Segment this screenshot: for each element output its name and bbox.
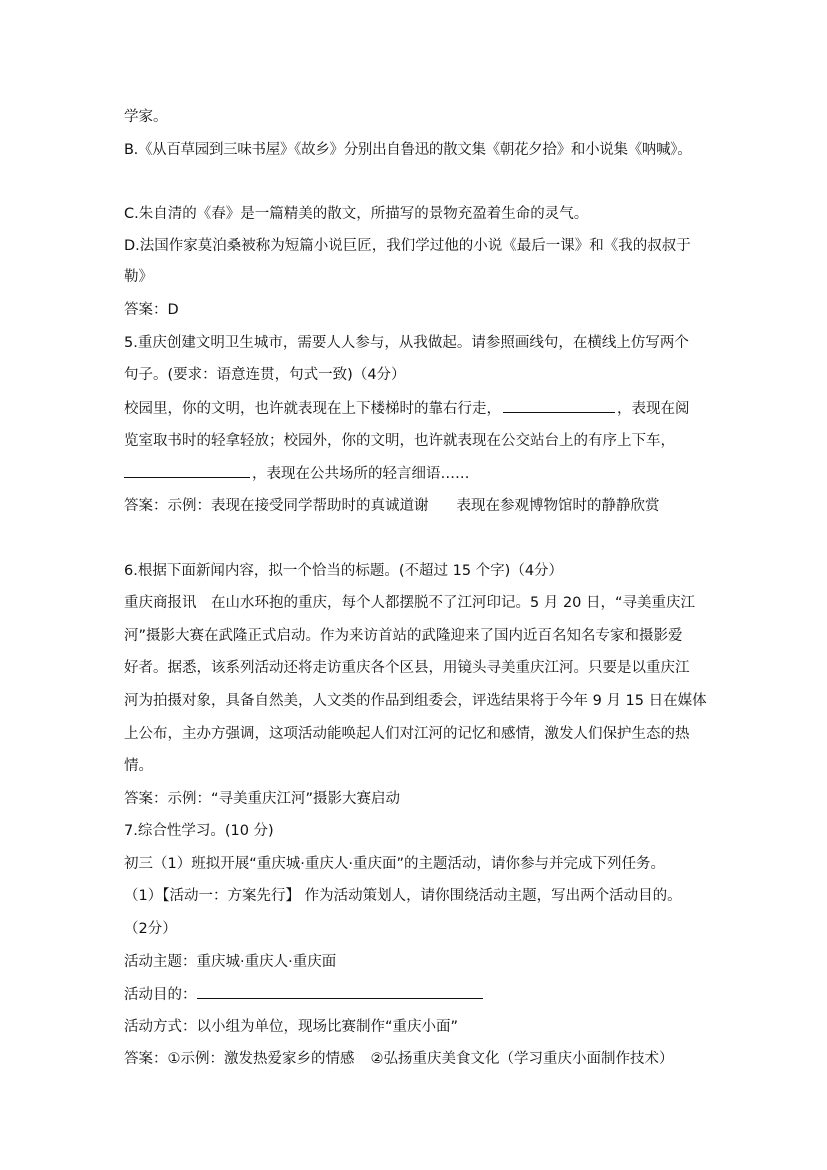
text-segment: 答案：①示例：激发热爱家乡的情感 — [124, 1051, 355, 1067]
blank-line — [124, 463, 250, 478]
text-line: 上公布，主办方强调，这项活动能唤起人们对江河的记忆和感情，激发人们保护生态的热 — [124, 726, 690, 742]
question-6-line: 6.根据下面新闻内容，拟一个恰当的标题。(不超过 15 个字)（4分） — [124, 563, 564, 579]
text-line: 句子。(要求：语意连贯，句式一致)（4分） — [124, 367, 406, 383]
text-line: 好者。据悉，该系列活动还将走访重庆各个区县，用镜头寻美重庆江河。只要是以重庆江 — [124, 660, 690, 676]
text-line: 重庆商报讯 在山水环抱的重庆，每个人都摆脱不了江河印记。5 月 20 日，“寻美重庆江 — [124, 595, 696, 611]
text-segment: ，表现在公共场所的轻言细语…… — [252, 466, 470, 482]
text-line — [124, 984, 724, 1005]
text-line: 河”摄影大赛在武隆正式启动。作为来访首站的武隆迎来了国内近百名知名专家和摄影爱 — [124, 628, 683, 644]
text-line: （2分） — [124, 921, 177, 937]
question-5-line: 5.重庆创建文明卫生城市，需要人人参与，从我做起。请参照画线句，在横线上仿写两个 — [124, 335, 689, 351]
answer-line — [124, 1049, 724, 1069]
answer-line: 答案：示例：“寻美重庆江河”摄影大赛启动 — [124, 791, 401, 807]
blank-line — [197, 984, 483, 999]
text-segment: 校园里，你的文明，也许就表现在上下楼梯时的靠右行走， — [124, 401, 501, 417]
text-line: 河为拍摄对象，具备自然美，人文类的作品到组委会，评选结果将于今年 9 月 15 日在媒体 — [124, 693, 707, 709]
text-line: 活动方式：以小组为单位，现场比赛制作“重庆小面” — [124, 1019, 459, 1035]
answer-line: 答案：D — [124, 302, 179, 318]
text-line — [124, 463, 724, 484]
text-segment: ，表现在阅 — [617, 401, 690, 417]
answer-line — [124, 496, 724, 516]
text-line: D.法国作家莫泊桑被称为短篇小说巨匠，我们学过他的小说《最后一课》和《我的叔叔于 — [124, 238, 691, 254]
text-line: C.朱自清的《春》是一篇精美的散文，所描写的景物充盈着生命的灵气。 — [124, 206, 589, 222]
text-line: 学家。 — [124, 109, 168, 125]
text-line: （1）【活动一：方案先行】 作为活动策划人，请你围绕活动主题，写出两个活动目的。 — [124, 888, 682, 904]
text-segment: 活动目的： — [124, 987, 197, 1003]
text-line: 情。 — [124, 758, 153, 774]
text-segment: 答案：示例：表现在接受同学帮助时的真诚道谢 — [124, 498, 429, 514]
text-segment: 表现在参观博物馆时的静静欣赏 — [456, 498, 660, 514]
question-7-line: 7.综合性学习。(10 分) — [124, 823, 274, 839]
text-line: B.《从百草园到三味书屋》《故乡》分别出自鲁迅的散文集《朝花夕拾》和小说集《呐喊》。 — [124, 142, 692, 158]
text-line: 览室取书时的轻拿轻放；校园外，你的文明，也许就表现在公交站台上的有序上下车， — [124, 433, 675, 449]
text-segment: ②弘扬重庆美食文化（学习重庆小面制作技术） — [370, 1051, 674, 1067]
text-line: 勒》 — [124, 269, 153, 285]
text-line: 活动主题：重庆城·重庆人·重庆面 — [124, 954, 337, 970]
text-line — [124, 398, 724, 419]
text-line: 初三（1）班拟开展“重庆城·重庆人·重庆面”的主题活动，请你参与并完成下列任务。 — [124, 856, 665, 872]
blank-line — [503, 398, 615, 413]
